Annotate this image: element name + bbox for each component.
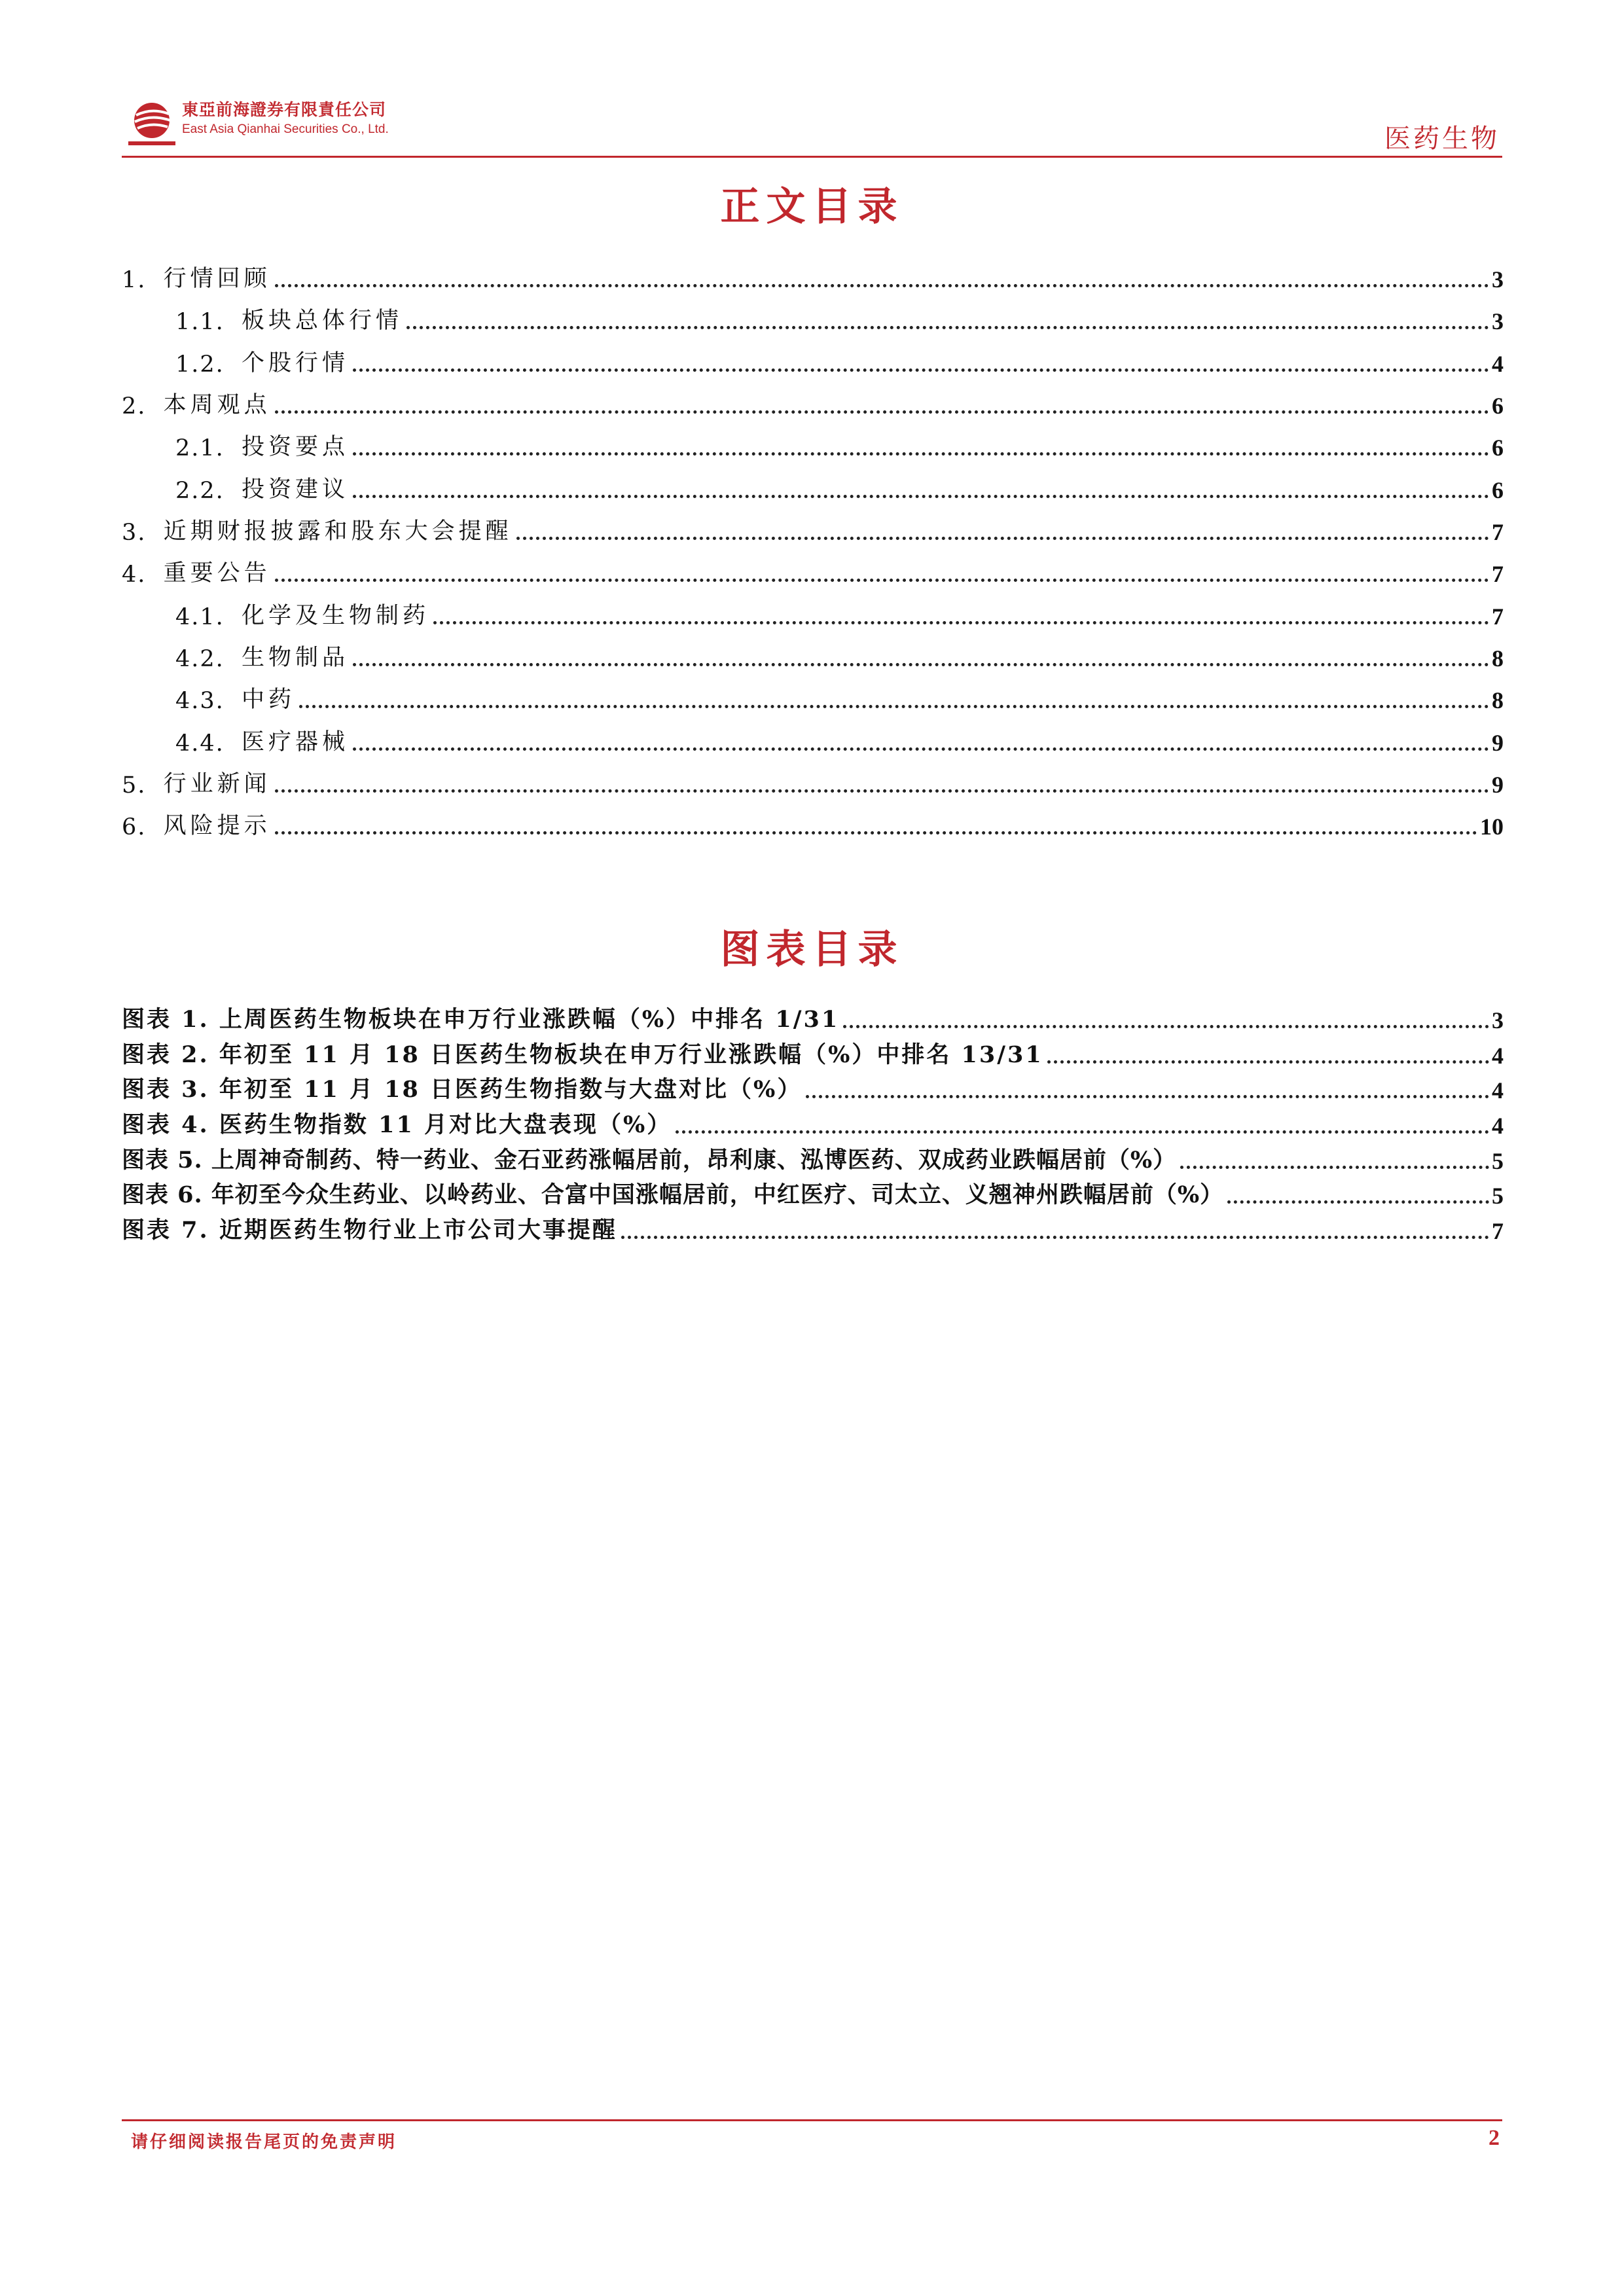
dot-leader <box>806 1095 1489 1098</box>
figure-entry-page: 7 <box>1492 1218 1504 1244</box>
industry-label: 医药生物 <box>1384 124 1500 154</box>
toc-entry-number: 2.1. <box>175 435 242 461</box>
dot-leader <box>433 621 1489 624</box>
figure-entry[interactable] <box>122 1179 1504 1210</box>
dot-leader <box>275 831 1477 834</box>
figure-entry-page: 5 <box>1492 1148 1504 1174</box>
toc-entry-number: 4.3. <box>175 688 242 714</box>
toc-entry[interactable] <box>122 810 1504 840</box>
toc-entry-page: 7 <box>1492 519 1504 545</box>
dot-leader <box>353 663 1489 666</box>
figure-entry-title: 图表 5. 上周神奇制药、特一药业、金石亚药涨幅居前，昂利康、泓博医药、双成药业跌幅居前（%） <box>122 1147 1177 1174</box>
toc-entry-page: 3 <box>1492 266 1504 293</box>
toc-entry[interactable] <box>175 726 1504 757</box>
figure-entry-title: 图表 4. 医药生物指数 11 月对比大盘表现（%） <box>122 1111 672 1138</box>
toc-entry-number: 1.1. <box>175 309 242 335</box>
page-number: 2 <box>1489 2126 1500 2150</box>
toc-entry[interactable] <box>122 389 1504 420</box>
toc-entry-number: 2. <box>122 393 164 420</box>
figure-entry-title: 图表 6. 年初至今众生药业、以岭药业、合富中国涨幅居前，中红医疗、司太立、义翘神州跌幅居前（%） <box>122 1181 1224 1208</box>
figures-title: 图表目录 <box>720 927 904 973</box>
figure-entry[interactable] <box>122 1215 1504 1245</box>
toc-entry-page: 9 <box>1492 772 1504 798</box>
figure-entry[interactable] <box>122 1004 1504 1034</box>
toc-entry-number: 4. <box>122 562 164 588</box>
toc-entry[interactable] <box>122 263 1504 293</box>
toc-entry-title: 中药 <box>242 687 296 713</box>
toc-entry-page: 8 <box>1492 645 1504 672</box>
dot-leader <box>676 1130 1489 1134</box>
company-name-en: East Asia Qianhai Securities Co., Ltd. <box>182 122 389 136</box>
dot-leader <box>275 789 1489 793</box>
toc-entry-page: 6 <box>1492 477 1504 503</box>
toc-entry-title: 化学及生物制药 <box>242 603 430 629</box>
toc-entry-page: 9 <box>1492 730 1504 756</box>
figure-entry[interactable] <box>122 1109 1504 1139</box>
toc-entry[interactable] <box>122 768 1504 798</box>
toc-entry-title: 重要公告 <box>163 560 271 586</box>
figure-entry[interactable] <box>122 1039 1504 1069</box>
toc-entry-number: 1. <box>122 267 164 293</box>
toc-entry-title: 风险提示 <box>163 813 271 839</box>
figure-entry-title: 图表 3. 年初至 11 月 18 日医药生物指数与大盘对比（%） <box>122 1076 803 1103</box>
figure-entry-page: 3 <box>1492 1007 1504 1033</box>
toc-entry[interactable] <box>175 348 1504 378</box>
toc-entry-title: 医疗器械 <box>242 729 350 755</box>
toc-entry[interactable] <box>175 474 1504 504</box>
toc-entry-number: 4.2. <box>175 646 242 672</box>
header-divider <box>122 156 1502 158</box>
figure-entry-page: 4 <box>1492 1077 1504 1103</box>
toc-entry-page: 7 <box>1492 561 1504 587</box>
disclaimer-note: 请仔细阅读报告尾页的免责声明 <box>131 2132 397 2152</box>
toc-entry-number: 4.1. <box>175 604 242 630</box>
figure-entry-title: 图表 7. 近期医药生物行业上市公司大事提醒 <box>122 1217 617 1244</box>
toc-entry-number: 2.2. <box>175 478 242 504</box>
dot-leader <box>275 284 1489 287</box>
toc-entry-number: 6. <box>122 814 164 840</box>
figure-entry[interactable] <box>122 1145 1504 1175</box>
toc-entry[interactable] <box>175 684 1504 714</box>
toc-entry-number: 1.2. <box>175 351 242 378</box>
toc-entry-page: 3 <box>1492 308 1504 334</box>
figure-entry[interactable] <box>122 1074 1504 1104</box>
dot-leader <box>275 410 1489 414</box>
toc-entry-number: 5. <box>122 772 164 798</box>
toc-entry[interactable] <box>122 516 1504 546</box>
figure-entry-title: 图表 2. 年初至 11 月 18 日医药生物板块在申万行业涨跌幅（%）中排名 13/31 <box>122 1041 1043 1068</box>
dot-leader <box>353 368 1489 372</box>
toc-title: 正文目录 <box>720 184 904 230</box>
dot-leader <box>406 326 1489 329</box>
toc-entry[interactable] <box>175 305 1504 335</box>
company-name <box>182 99 389 138</box>
toc-entry-page: 6 <box>1492 435 1504 461</box>
company-name-cn: 東亞前海證券有限責任公司 <box>182 100 387 119</box>
footer-divider <box>122 2119 1502 2121</box>
dot-leader <box>353 747 1489 751</box>
dot-leader <box>1180 1166 1489 1169</box>
toc-entry-page: 10 <box>1480 814 1504 840</box>
toc-entry-number: 4.4. <box>175 730 242 757</box>
dot-leader <box>621 1236 1489 1239</box>
dot-leader <box>843 1025 1489 1028</box>
toc-entry[interactable] <box>175 642 1504 672</box>
toc-entry-title: 近期财报披露和股东大会提醒 <box>163 518 513 545</box>
toc-entry-title: 投资建议 <box>242 476 350 503</box>
toc-entry-title: 个股行情 <box>242 350 350 376</box>
toc-entry-title: 板块总体行情 <box>242 308 403 334</box>
toc-entry-title: 生物制品 <box>242 645 350 671</box>
dot-leader <box>353 495 1489 498</box>
toc-entry-page: 8 <box>1492 687 1504 713</box>
toc-entry[interactable] <box>175 600 1504 630</box>
dot-leader <box>353 452 1489 456</box>
toc-entry-title: 行情回顾 <box>163 266 271 292</box>
dot-leader <box>275 579 1489 582</box>
dot-leader <box>516 537 1489 540</box>
toc-entry-title: 本周观点 <box>163 392 271 418</box>
toc-entry[interactable] <box>122 558 1504 588</box>
figure-entry-title: 图表 1. 上周医药生物板块在申万行业涨跌幅（%）中排名 1/31 <box>122 1006 840 1033</box>
dot-leader <box>1227 1200 1489 1204</box>
figure-entry-page: 4 <box>1492 1043 1504 1069</box>
toc-entry[interactable] <box>175 431 1504 461</box>
toc-entry-title: 行业新闻 <box>163 771 271 797</box>
toc-entry-page: 7 <box>1492 603 1504 630</box>
dot-leader <box>299 705 1489 708</box>
toc-entry-page: 4 <box>1492 351 1504 377</box>
dot-leader <box>1047 1060 1489 1064</box>
figure-entry-page: 5 <box>1492 1183 1504 1209</box>
toc-entry-number: 3. <box>122 520 164 546</box>
figure-entry-page: 4 <box>1492 1113 1504 1139</box>
toc-entry-title: 投资要点 <box>242 434 350 460</box>
toc-entry-page: 6 <box>1492 393 1504 419</box>
